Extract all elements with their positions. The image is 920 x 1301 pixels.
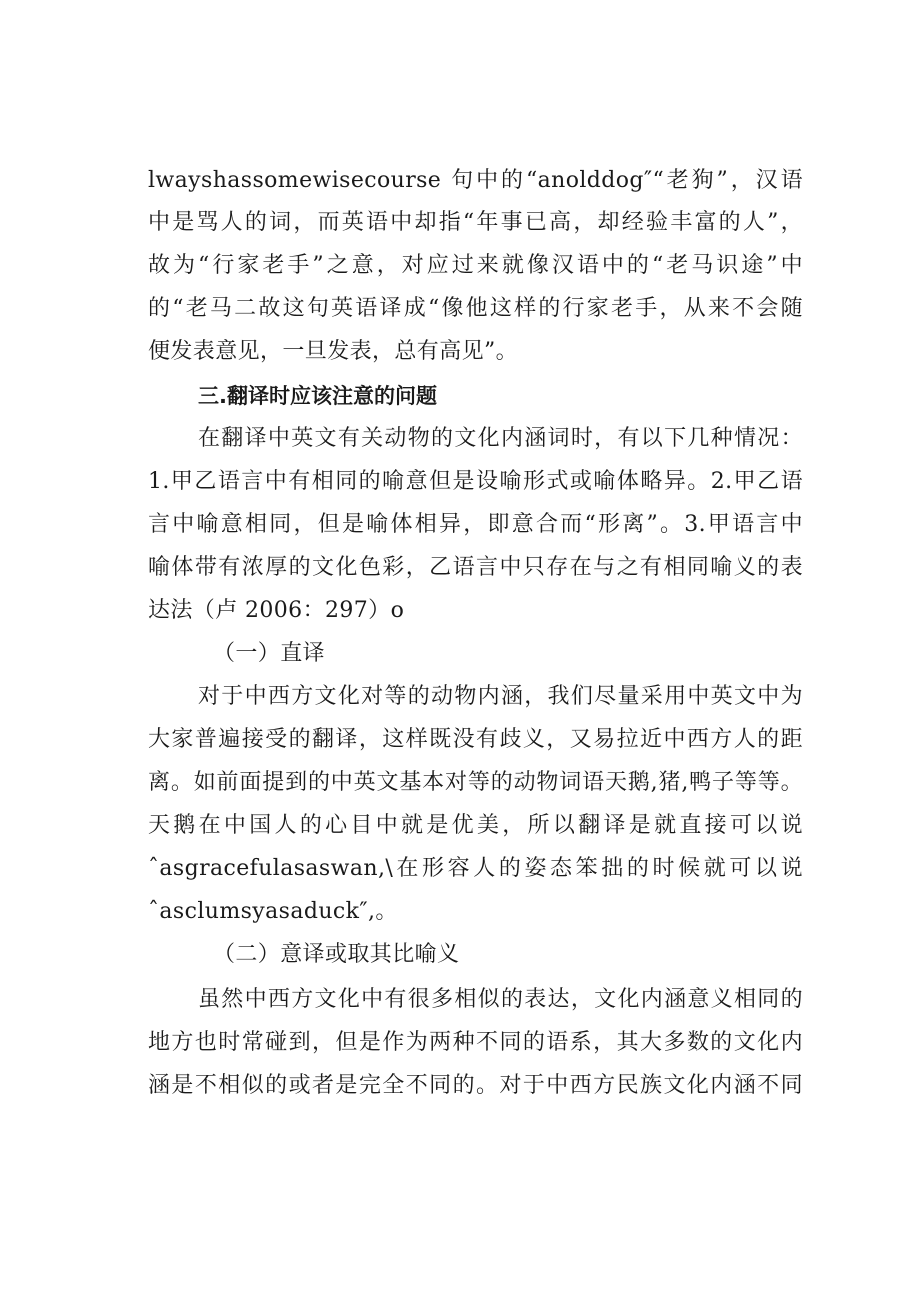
- paragraph-2-line-3: 言中喻意相同，但是喻体相异，即意合而“形离”。3.甲语言中: [148, 512, 803, 537]
- paragraph-1-line-5: 便发表意见，一旦发表，总有高见”。: [148, 339, 519, 364]
- paragraph-2-line-5: 达法（卢 2006：297）o: [148, 598, 405, 623]
- paragraph-4-line-1: 虽然中西方文化中有很多相似的表达，文化内涵意义相同的: [198, 987, 803, 1012]
- paragraph-4-line-2: 地方也时常碰到，但是作为两种不同的语系，其大多数的文化内: [148, 1030, 803, 1055]
- paragraph-4-line-3: 涵是不相似的或者是完全不同的。对于中西方民族文化内涵不同: [148, 1073, 803, 1098]
- paragraph-1-line-4: 的“老马二故这句英语译成“像他这样的行家老手，从来不会随: [148, 296, 803, 321]
- subheading-free-translation: （二）意译或取其比喻义: [213, 942, 460, 967]
- paragraph-3-line-1: 对于中西方文化对等的动物内涵，我们尽量采用中英文中为: [198, 684, 803, 709]
- paragraph-1-line-1: lwayshassomewisecourse 句中的“anolddog″“老狗”，汉语: [148, 168, 803, 193]
- section-heading: 三.翻译时应该注意的问题: [198, 384, 437, 408]
- paragraph-1-line-3: 故为“行家老手”之意，对应过来就像汉语中的“老马识途”中: [148, 253, 803, 278]
- paragraph-1-line-2: 中是骂人的词，而英语中却指“年事已高，却经验丰富的人”，: [148, 210, 803, 235]
- paragraph-2-line-1: 在翻译中英文有关动物的文化内涵词时，有以下几种情况：: [198, 426, 803, 451]
- paragraph-3-line-4: 天鹅在中国人的心目中就是优美，所以翻译是就直接可以说: [148, 813, 803, 838]
- paragraph-2-line-2: 1.甲乙语言中有相同的喻意但是设喻形式或喻体略异。2.甲乙语: [148, 469, 803, 494]
- subheading-literal-translation: （一）直译: [213, 641, 326, 666]
- paragraph-3-line-2: 大家普遍接受的翻译，这样既没有歧义，又易拉近中西方人的距: [148, 727, 803, 752]
- paragraph-3-line-3: 离。如前面提到的中英文基本对等的动物词语天鹅,猪,鸭子等等。: [148, 770, 803, 795]
- paragraph-3-line-6: ˆasclumsyasaduck″,。: [148, 899, 398, 924]
- paragraph-3-line-5: ˆasgracefulasaswan,\在形容人的姿态笨拙的时候就可以说: [148, 856, 803, 881]
- paragraph-2-line-4: 喻体带有浓厚的文化色彩，乙语言中只存在与之有相同喻义的表: [148, 555, 803, 580]
